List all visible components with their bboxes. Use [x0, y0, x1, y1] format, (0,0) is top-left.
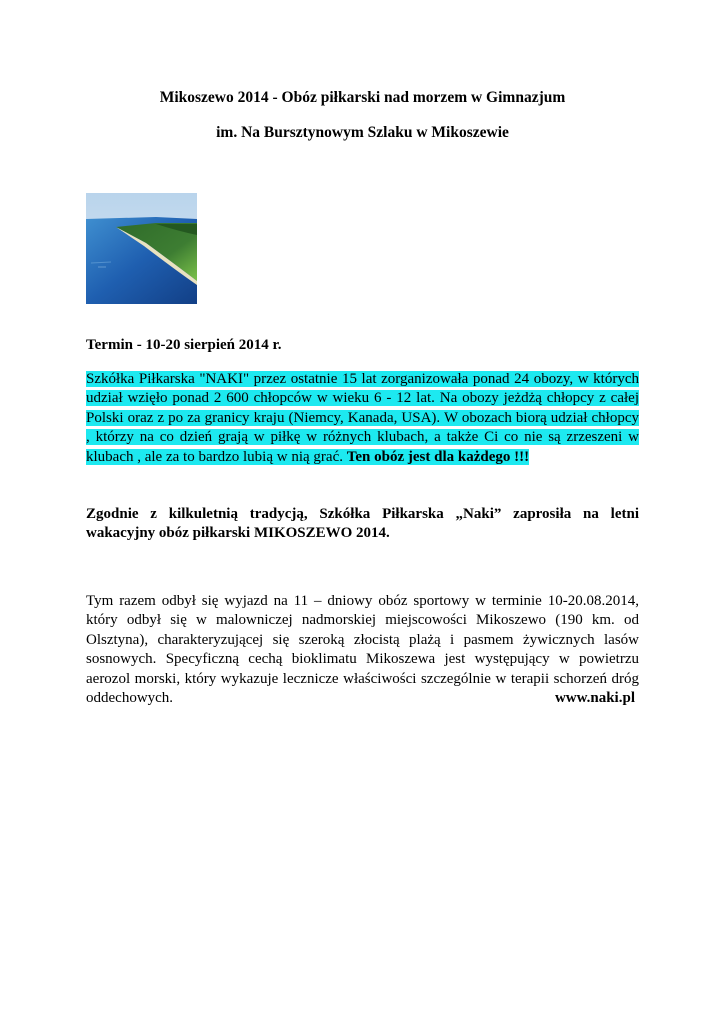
tradition-paragraph: Zgodnie z kilkuletnią tradycją, Szkółka Piłkarska „Naki” zaprosiła na letni wakacyjny obóz piłkarski MIKOSZEWO 2014.	[86, 506, 639, 542]
highlighted-text: Szkółka Piłkarska "NAKI" przez ostatnie 15 lat zorganizowała ponad 24 obozy, w których udział wzięło ponad 2 600 chłopców w wieku 6 - 12 lat. Na obozy jeżdżą chłopcy z całej Polski oraz z po za granicy kraju (Niemcy, Kanada, USA). W obozach biorą udział chłopcy , którzy na co dzień grają w piłkę w różnych klubach, a także Ci co nie są zrzeszeni w klubach , ale za to bardzo lubią w nią grać.	[86, 371, 639, 465]
document-title-line-1: Mikoszewo 2014 - Obóz piłkarski nad morzem w Gimnazjum	[159, 89, 566, 106]
website-link[interactable]: www.naki.pl	[554, 690, 635, 706]
trip-paragraph: Tym razem odbył się wyjazd na 11 – dniowy obóz sportowy w terminie 10-20.08.2014, który odbył się w malowniczej nadmorskiej miejscowości Mikoszewo (190 km. od Olsztyna), charakteryzującej się szeroką złocistą plażą i pasmem żywicznych lasów sosnowych. Specyficzną cechą bioklimatu Mikoszewa jest występujący w powietrzu aerozol morski, który wykazuje lecznicze właściwości szczególnie w terapii schorzeń dróg oddechowych.	[86, 593, 639, 707]
document-title-line-2: im. Na Bursztynowym Szlaku w Mikoszewie	[216, 124, 509, 141]
termin-date: Termin - 10-20 sierpień 2014 r.	[86, 337, 282, 353]
highlighted-emphasis: Ten obóz jest dla każdego !!!	[346, 448, 530, 465]
highlighted-paragraph	[86, 370, 639, 467]
coastline-aerial-photo	[86, 193, 197, 304]
